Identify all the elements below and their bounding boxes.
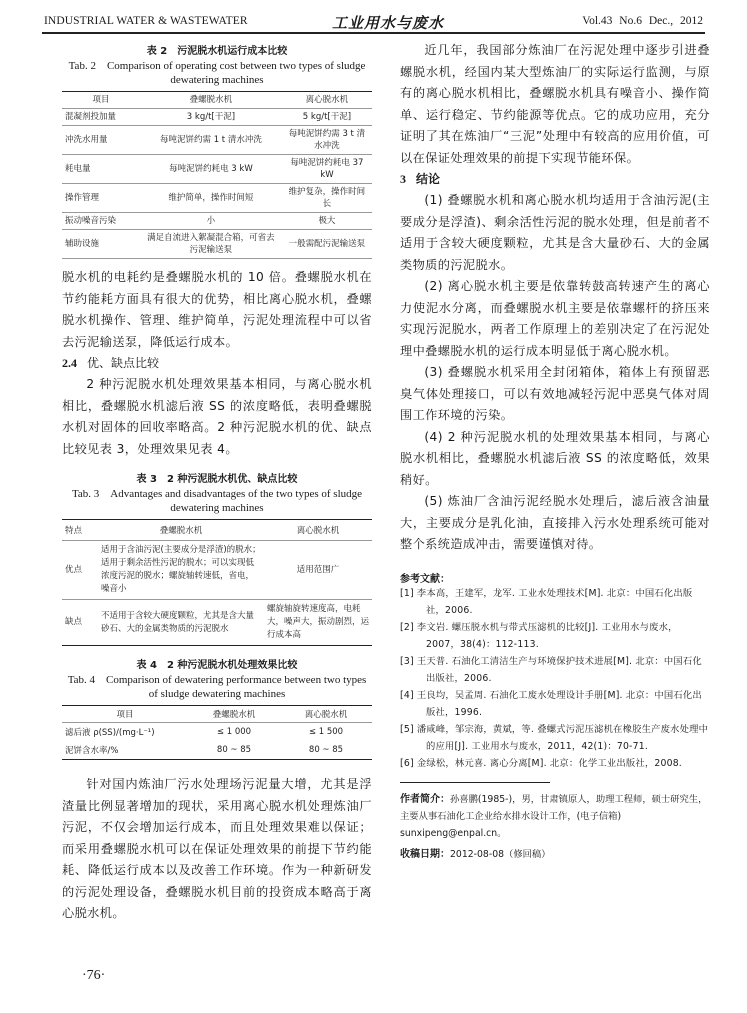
table-cell: 操作管理 <box>62 184 140 213</box>
table-row <box>62 723 372 742</box>
right-column <box>400 40 710 863</box>
table-cell: 缺点 <box>65 617 83 627</box>
table-cell: 适用于含油污泥(主要成分是浮渣)的脱水；适用于剩余活性污泥的脱水；可以实现低浓度污泥的脱水；螺旋轴转速低，省电，噪音小 <box>98 541 264 600</box>
author-note <box>400 791 710 842</box>
reference-item: [5] 潘咸峰，邹宗海，黄斌，等. 叠螺式污泥压滤机在橡胶生产废水处理中的应用[J]. 工业用水与废水，2011，42(1)：70-71. <box>400 723 709 752</box>
table-cell: 极大 <box>282 213 372 230</box>
table-cell: 一般需配污泥输送泵 <box>282 230 372 259</box>
table-cell: 螺旋轴旋转速度高，电耗大，噪声大，振动剧烈，运行成本高 <box>267 604 370 640</box>
section-title: 结论 <box>416 172 441 186</box>
journal-name-cn: 工业用水与废水 <box>332 14 445 32</box>
running-header <box>42 12 705 34</box>
paragraph: 脱水机的电耗约是叠螺脱水机的 10 倍。叠螺脱水机在节约能耗方面具有很大的优势，相比离心脱水机，叠螺脱水机操作、管理、维护简单，污泥处理流程中可以省去污泥输送泵，降低运行成本。 <box>62 270 372 349</box>
conclusion-item: (3) 叠螺脱水机采用全封闭箱体，箱体上有预留恶臭气体处理接口，可以有效地减轻污泥中恶臭气体对周围工作环境的污染。 <box>400 365 710 422</box>
table-row <box>62 155 372 184</box>
page-number: ·76· <box>82 968 106 983</box>
table2-caption-cn: 表 2 污泥脱水机运行成本比较 <box>146 46 288 57</box>
table-cell: 维护复杂，操作时间长 <box>282 184 372 213</box>
table-cell: 耗电量 <box>62 155 140 184</box>
table-header-cell: 离心脱水机 <box>282 92 372 109</box>
table-header-row <box>62 92 372 109</box>
table-header-cell: 叠螺脱水机 <box>188 706 280 723</box>
table-row <box>62 109 372 126</box>
received-date <box>400 846 710 863</box>
table3-caption-en: Tab. 3 Advantages and disadvantages of the two types of sludge dewatering machines <box>71 488 363 514</box>
table-cell: 适用范围广 <box>264 541 372 600</box>
table-row <box>62 213 372 230</box>
reference-item: [3] 王天普. 石油化工清洁生产与环境保护技术进展[M]. 北京：中国石化出版社，2006. <box>400 655 702 684</box>
table-cell: 5 kg/t[干泥] <box>282 109 372 126</box>
table-cell: 滤后液 ρ(SS)/(mg·L⁻¹) <box>65 728 155 738</box>
section-heading-2-4 <box>62 353 372 374</box>
table-cell: 冲洗水用量 <box>62 126 140 155</box>
table-cell: 每吨泥饼约需 1 t 清水冲洗 <box>140 126 282 155</box>
issue-info: Vol.43 No.6 Dec., 2012 <box>582 15 703 27</box>
table4-caption-cn: 表 4 2 种污泥脱水机处理效果比较 <box>136 660 298 671</box>
paragraph: 针对国内炼油厂污水处理场污泥量大增，尤其是浮渣量比例显著增加的现状，采用离心脱水机处理炼油厂污泥，不仅会增加运行成本，而且处理效果难以保证；而采用叠螺脱水机可以在保证处理效果的前提下节约能耗、降低运行成本以及改善工作环境。作为一种新研发的污泥处理设备，叠螺脱水机目前的投资成本略高于离心脱水机。 <box>62 777 372 920</box>
table2-caption-en: Tab. 2 Comparison of operating cost between two types of sludge dewatering machines <box>68 60 366 86</box>
table-cell: 泥饼含水率/% <box>65 746 119 756</box>
table3-caption-cn: 表 3 2 种污泥脱水机优、缺点比较 <box>136 474 298 485</box>
reference-item: [6] 金绿松，林元喜. 离心分离[M]. 北京：化学工业出版社，2008. <box>400 757 682 769</box>
table-row <box>62 230 372 259</box>
reference-item: [2] 李文岩. 螺压脱水机与带式压滤机的比较[J]. 工业用水与废水，2007，38(4)：112-113. <box>400 621 678 650</box>
received-label: 收稿日期： <box>400 848 450 860</box>
author-note-label: 作者简介： <box>400 793 450 805</box>
references-list <box>400 585 710 772</box>
left-column <box>62 40 372 925</box>
table-header-cell: 离心脱水机 <box>264 520 372 541</box>
table-cell: 每吨泥饼约耗电 37 kW <box>282 155 372 184</box>
table-cell: 混凝剂投加量 <box>62 109 140 126</box>
paragraph: 近几年，我国部分炼油厂在污泥处理中逐步引进叠螺脱水机，经国内某大型炼油厂的实际运行监测，与原有的离心脱水机相比，叠螺脱水机具有噪音小、操作简单、运行稳定、节约能源等优点。它的成功应用，充分证明了其在炼油厂“三泥”处理中有较高的应用价值，可以在保证处理效果的前提下实现节能环保。 <box>400 43 710 165</box>
table-cell: 维护简单，操作时间短 <box>140 184 282 213</box>
table-row <box>62 741 372 760</box>
reference-item: [1] 李本高，王建军，龙军. 工业水处理技术[M]. 北京：中国石化出版社，2006. <box>400 587 693 616</box>
section-title: 优、缺点比较 <box>87 356 160 370</box>
section-heading-3 <box>400 169 710 190</box>
table-cell: 优点 <box>62 541 98 600</box>
section-number: 2.4 <box>62 356 77 370</box>
conclusion-item: (4) 2 种污泥脱水机的处理效果基本相同，与离心脱水机相比，叠螺脱水机滤后液 SS 的浓度略低，效果稍好。 <box>400 429 710 487</box>
journal-name-en: INDUSTRIAL WATER & WASTEWATER <box>44 15 248 27</box>
paragraph: 2 种污泥脱水机处理效果基本相同，与离心脱水机相比，叠螺脱水机滤后液 SS 的浓度略低，表明叠螺脱水机对固体的回收率略高。2 种污泥脱水机的优、缺点比较见表 3，处理效果见表 4。 <box>62 377 372 456</box>
table-cell: 每吨泥饼约需 3 t 清水冲洗 <box>282 126 372 155</box>
table-cell: 80 ~ 85 <box>308 745 344 755</box>
references-title: 参考文献： <box>400 573 450 585</box>
conclusion-item: (2) 离心脱水机主要是依靠转鼓高转速产生的离心力使泥水分离，而叠螺脱水机主要是依靠螺杆的挤压来实现污泥脱水，两者工作原理上的差别决定了在污泥处理中叠螺脱水机的运行成本明显低于离心脱水机。 <box>400 279 710 358</box>
table-header-cell: 项目 <box>62 706 188 723</box>
table-header-row <box>62 520 372 541</box>
table4 <box>62 705 372 760</box>
conclusion-item: (5) 炼油厂含油污泥经脱水处理后，滤后液含油量大，主要成分是乳化油，直接排入污水处理系统可能对整个系统造成冲击，需要谨慎对待。 <box>400 494 710 551</box>
table-header-cell: 项目 <box>62 92 140 109</box>
table3 <box>62 519 372 646</box>
table-row <box>62 184 372 213</box>
table-cell: ≤ 1 000 <box>216 727 252 737</box>
table-cell: 3 kg/t[干泥] <box>140 109 282 126</box>
author-note-text: 孙喜鹏(1985-)，男，甘肃镇原人，助理工程师，硕士研究生，主要从事石油化工企业给水排水设计工作，(电子信箱) sunxipeng@enpal.cn。 <box>400 793 708 839</box>
table-cell: 满足自流进入絮凝混合箱，可省去污泥输送泵 <box>140 230 282 259</box>
table-cell: 辅助设施 <box>62 230 140 259</box>
table-header-cell: 叠螺脱水机 <box>140 92 282 109</box>
section-number: 3 <box>400 172 406 186</box>
table-row <box>62 541 372 600</box>
table-cell: 小 <box>140 213 282 230</box>
table-row <box>62 600 372 646</box>
conclusion-item: (1) 叠螺脱水机和离心脱水机均适用于含油污泥(主要成分是浮渣)、剩余活性污泥的脱水处理，但是前者不适用于含较大硬度颗粒，尤其是含大量砂石、大的金属类物质的污泥脱水。 <box>400 193 710 272</box>
reference-item: [4] 王良均，吴孟周. 石油化工废水处理设计手册[M]. 北京：中国石化出版社，1996. <box>400 689 702 718</box>
footnote-divider <box>400 782 550 783</box>
table-row <box>62 126 372 155</box>
table-header-row <box>62 706 372 723</box>
table-cell: 不适用于含较大硬度颗粒，尤其是含大量砂石、大的金属类物质的污泥脱水 <box>101 610 255 634</box>
table-header-cell: 叠螺脱水机 <box>98 520 264 541</box>
table-header-cell: 特点 <box>62 520 98 541</box>
table4-caption-en: Tab. 4 Comparison of dewatering performance between two types of sludge dewatering machines <box>67 674 367 700</box>
table-cell: 每吨泥饼约耗电 3 kW <box>140 155 282 184</box>
table2 <box>62 91 372 259</box>
table-cell: 80 ~ 85 <box>216 745 252 755</box>
table-cell: ≤ 1 500 <box>308 727 344 737</box>
table-header-cell: 离心脱水机 <box>280 706 372 723</box>
table-cell: 振动噪音污染 <box>62 213 140 230</box>
received-text: 2012-08-08（修回稿） <box>450 848 551 860</box>
